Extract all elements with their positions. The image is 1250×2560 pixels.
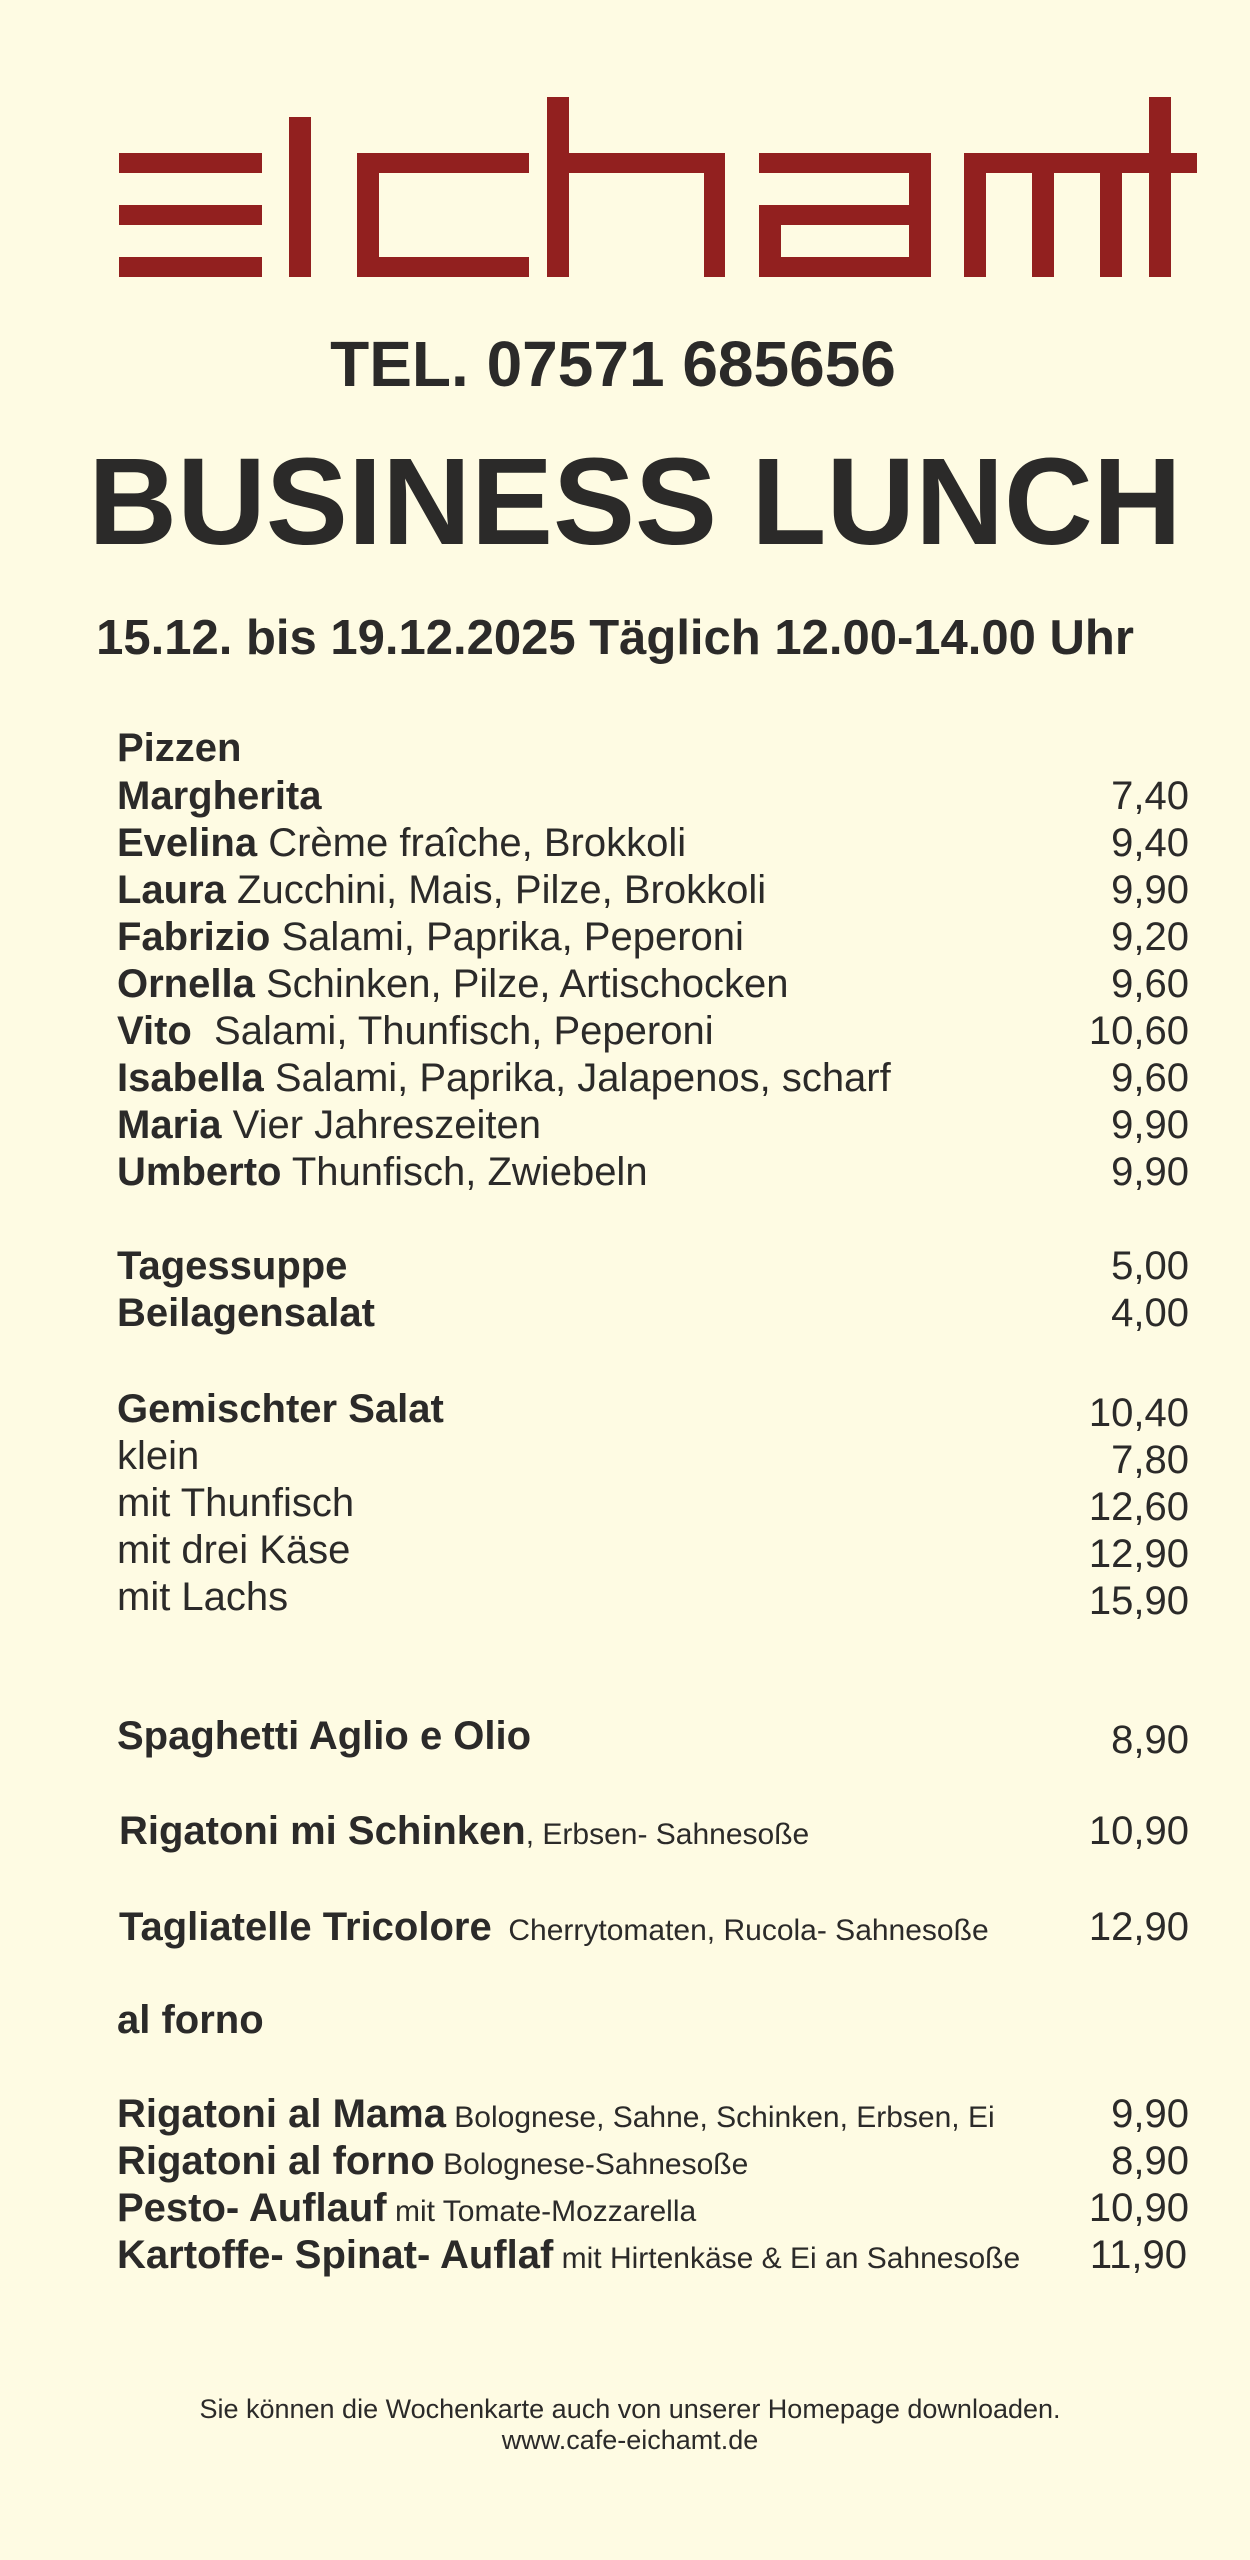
menu-item — [117, 1242, 1189, 1290]
item-price: 10,60 — [1088, 1009, 1189, 1053]
item-price: 10,90 — [1088, 2186, 1189, 2230]
website-link[interactable]: www.cafe-eichamt.de — [501, 2425, 759, 2455]
item-name: Pesto- Auflauf — [117, 2186, 387, 2230]
item-name: Spaghetti Aglio e Olio — [117, 1714, 532, 1758]
item-price: 9,90 — [1111, 868, 1189, 912]
menu-item — [117, 1526, 1189, 1574]
item-description: Vier Jahreszeiten — [221, 1103, 541, 1147]
item-price: 15,90 — [1088, 1579, 1189, 1623]
item-name: Umberto — [117, 1150, 282, 1194]
item-name: Margherita — [117, 774, 322, 818]
item-name: mit Thunfisch — [117, 1481, 355, 1525]
item-name: Beilagensalat — [117, 1291, 375, 1335]
menu-item — [117, 1479, 1189, 1527]
item-price: 4,00 — [1111, 1291, 1189, 1335]
item-price: 9,60 — [1111, 1056, 1189, 1100]
item-price: 12,90 — [1088, 1532, 1189, 1576]
item-price: 9,40 — [1111, 821, 1189, 865]
item-name: Maria — [117, 1103, 222, 1147]
item-name: Tagliatelle Tricolore — [119, 1905, 492, 1949]
item-price: 12,90 — [1088, 1905, 1189, 1949]
item-description: Salami, Paprika, Jalapenos, scharf — [263, 1056, 891, 1100]
item-price: 8,90 — [1111, 2139, 1189, 2183]
item-price: 7,80 — [1111, 1438, 1189, 1482]
item-price: 9,20 — [1111, 915, 1189, 959]
item-price: 5,00 — [1111, 1244, 1189, 1288]
item-name: Fabrizio — [117, 915, 271, 959]
item-name: Evelina — [117, 821, 258, 865]
eichamt-logo — [119, 97, 1197, 277]
menu-item — [117, 1289, 1189, 1337]
menu-item — [117, 1712, 1189, 1764]
menu-item — [117, 819, 1189, 867]
menu-item — [117, 772, 1189, 820]
item-name: mit Lachs — [117, 1575, 289, 1619]
menu-item — [117, 1573, 1189, 1621]
item-description: Bolognese, Sahne, Schinken, Erbsen, Ei — [445, 2101, 995, 2134]
phone-number: TEL. 07571 685656 — [330, 328, 896, 400]
item-description: mit Tomate-Mozzarella — [386, 2195, 697, 2228]
menu-item — [117, 2137, 1189, 2189]
item-price: 9,90 — [1111, 1150, 1189, 1194]
item-price: 8,90 — [1111, 1718, 1189, 1762]
menu-item — [117, 866, 1189, 914]
item-name: Rigatoni al Mama — [117, 2092, 446, 2136]
item-description: Cherrytomaten, Rucola- Sahnesoße — [491, 1914, 989, 1947]
item-name: Vito — [117, 1009, 192, 1053]
item-description: Bolognese-Sahnesoße — [434, 2148, 749, 2181]
page-title: BUSINESS LUNCH — [88, 434, 1182, 571]
item-name: klein — [117, 1434, 200, 1478]
item-price: 9,90 — [1111, 1103, 1189, 1147]
item-name: Kartoffe- Spinat- Auflaf — [117, 2233, 554, 2277]
item-price: 9,60 — [1111, 962, 1189, 1006]
date-range: 15.12. bis 19.12.2025 Täglich 12.00-14.00 Uhr — [96, 611, 1134, 665]
item-description: , Erbsen- Sahnesoße — [525, 1818, 810, 1851]
menu-item — [117, 1054, 1189, 1102]
item-description: Salami, Thunfisch, Peperoni — [191, 1009, 714, 1053]
menu-item — [117, 2184, 1189, 2236]
item-price: 10,40 — [1088, 1391, 1189, 1435]
item-description: Salami, Paprika, Peperoni — [270, 915, 744, 959]
item-name: Laura — [117, 868, 226, 912]
item-price: 10,90 — [1088, 1809, 1189, 1853]
item-name: Tagessuppe — [117, 1244, 348, 1288]
menu-item — [117, 1007, 1189, 1055]
item-description: Zucchini, Mais, Pilze, Brokkoli — [225, 868, 767, 912]
menu-item — [117, 2231, 1187, 2283]
menu-item — [117, 960, 1189, 1008]
item-price: 11,90 — [1089, 2233, 1187, 2277]
footer-note: Sie können die Wochenkarte auch von unserer Homepage downloaden. — [199, 2394, 1061, 2424]
menu-item — [119, 1903, 1191, 1955]
item-name: mit drei Käse — [117, 1528, 351, 1572]
menu-item — [117, 1148, 1189, 1196]
section-heading-pizzen: Pizzen — [117, 726, 242, 770]
item-price: 12,60 — [1088, 1485, 1189, 1529]
item-name: Rigatoni mi Schinken — [119, 1809, 526, 1853]
item-name: Rigatoni al forno — [117, 2139, 435, 2183]
item-name: Ornella — [117, 962, 255, 1006]
item-description: mit Hirtenkäse & Ei an Sahnesoße — [553, 2242, 1021, 2275]
item-price: 7,40 — [1111, 774, 1189, 818]
item-name: Gemischter Salat — [117, 1387, 444, 1431]
item-description: Crème fraîche, Brokkoli — [257, 821, 687, 865]
menu-item — [117, 913, 1189, 961]
item-description: Thunfisch, Zwiebeln — [281, 1150, 648, 1194]
item-price: 9,90 — [1111, 2092, 1189, 2136]
item-name: Isabella — [117, 1056, 264, 1100]
item-description: Schinken, Pilze, Artischocken — [254, 962, 789, 1006]
menu-item — [117, 1385, 1189, 1433]
section-heading-al-forno: al forno — [117, 1998, 264, 2042]
menu-item — [117, 1432, 1189, 1480]
menu-item — [117, 1101, 1189, 1149]
menu-item — [117, 2090, 1189, 2142]
menu-item — [119, 1807, 1191, 1859]
